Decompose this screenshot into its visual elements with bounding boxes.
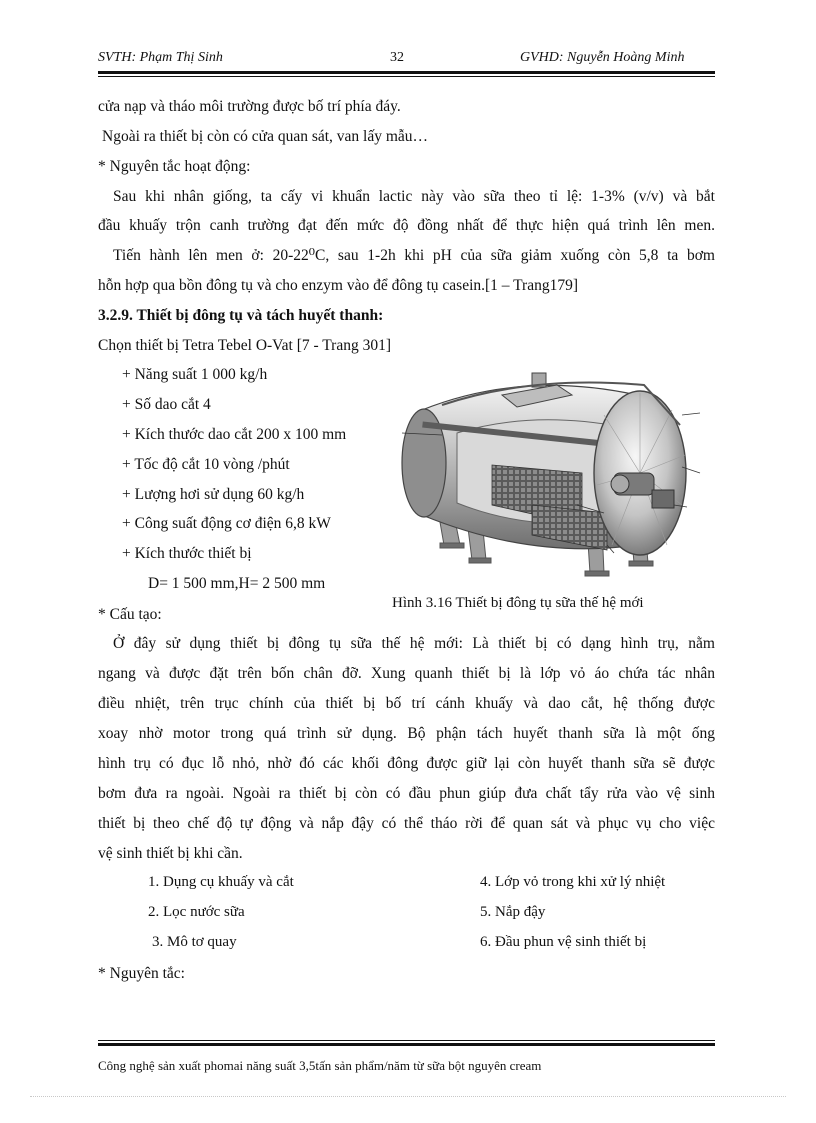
paragraph-line: hỗn hợp qua bồn đông tụ và cho enzym vào để đông tụ casein.[1 – Trang179]	[98, 277, 579, 294]
page-edge-dots	[30, 1096, 786, 1097]
paragraph-line: cửa nạp và tháo môi trường được bố trí phía đáy.	[98, 98, 401, 115]
structure-line: xoay nhờ motor trong quá trình sử dụng. Bộ phận tách huyết thanh sữa là một ống	[98, 725, 715, 742]
spec-item: + Tốc độ cắt 10 vòng /phút	[122, 456, 290, 473]
footer-text: Công nghệ sản xuất phomai năng suất 3,5tấn sản phẩm/năm từ sữa bột nguyên cream	[98, 1058, 542, 1073]
header-rule-thin	[98, 76, 715, 77]
spec-item: + Lượng hơi sử dụng 60 kg/h	[122, 486, 305, 503]
legend-item-2: 2. Lọc nước sữa	[148, 904, 245, 920]
footer-rule	[98, 1043, 715, 1046]
spec-item: + Công suất động cơ điện 6,8 kW	[122, 515, 331, 532]
legend-item-6: 6. Đầu phun vệ sinh thiết bị	[480, 934, 647, 950]
paragraph-line: Ngoài ra thiết bị còn có cửa quan sát, van lấy mẫu…	[102, 128, 429, 145]
spec-item: + Kích thước thiết bị	[122, 545, 252, 562]
paragraph-line: đầu khuấy trộn canh trường đạt đến mức độ đồng nhất để thực hiện quá trình lên men.	[98, 217, 715, 234]
spec-dimensions: D= 1 500 mm,H= 2 500 mm	[148, 575, 326, 592]
coagulation-vat-figure	[382, 355, 712, 590]
footer-rule-thin	[98, 1040, 715, 1041]
header-author: SVTH: Phạm Thị Sinh	[98, 50, 223, 65]
paragraph-line: Sau khi nhân giống, ta cấy vi khuẩn lactic này vào sữa theo tỉ lệ: 1-3% (v/v) và bắt	[113, 188, 715, 205]
spec-item: + Năng suất 1 000 kg/h	[122, 366, 268, 383]
header-rule	[98, 71, 715, 74]
figure-caption: Hình 3.16 Thiết bị đông tụ sữa thế hệ mới	[392, 595, 644, 611]
page-number: 32	[390, 50, 404, 65]
structure-heading: * Cấu tạo:	[98, 606, 162, 623]
spec-item: + Số dao cắt 4	[122, 396, 211, 413]
structure-line: vệ sinh thiết bị khi cần.	[98, 845, 243, 862]
paragraph-line: Tiến hành lên men ở: 20-22⁰C, sau 1-2h khi pH của sữa giảm xuống còn 5,8 ta bơm	[113, 247, 715, 264]
structure-line: bơm đưa ra ngoài. Ngoài ra thiết bị còn có đầu phun giúp đưa chất tẩy rửa vào vệ sinh	[98, 785, 715, 802]
legend-item-5: 5. Nắp đậy	[480, 904, 546, 920]
header-advisor: GVHD: Nguyễn Hoàng Minh	[520, 50, 685, 65]
structure-line: Ở đây sử dụng thiết bị đông tụ sữa thế hệ mới: Là thiết bị có dạng hình trụ, nằm	[113, 635, 715, 652]
principle-heading: * Nguyên tắc:	[98, 965, 185, 982]
spec-item: + Kích thước dao cắt 200 x 100 mm	[122, 426, 347, 443]
structure-line: thiết bị theo chế độ tự động và nắp đậy có thể tháo rời để quan sát và phục vụ cho việc	[98, 815, 715, 832]
legend-item-3: 3. Mô tơ quay	[152, 934, 237, 950]
legend-item-4: 4. Lớp vỏ trong khi xử lý nhiệt	[480, 874, 666, 890]
section-title: 3.2.9. Thiết bị đông tụ và tách huyết thanh:	[98, 307, 384, 324]
structure-line: ngang và được đặt trên bốn chân đỡ. Xung quanh thiết bị là lớp vỏ áo chứa tác nhân	[98, 665, 715, 682]
structure-line: điều nhiệt, trên trục chính của thiết bị bố trí cánh khuấy và dao cắt, hệ thống được	[98, 695, 715, 712]
operation-heading: * Nguyên tắc hoạt động:	[98, 158, 251, 175]
structure-line: hình trụ có đục lỗ nhỏ, nhờ đó các khối đông được giữ lại còn huyết thanh sữa sẽ được	[98, 755, 715, 772]
legend-item-1: 1. Dụng cụ khuấy và cắt	[148, 874, 294, 890]
device-choice: Chọn thiết bị Tetra Tebel O-Vat [7 - Trang 301]	[98, 337, 392, 354]
